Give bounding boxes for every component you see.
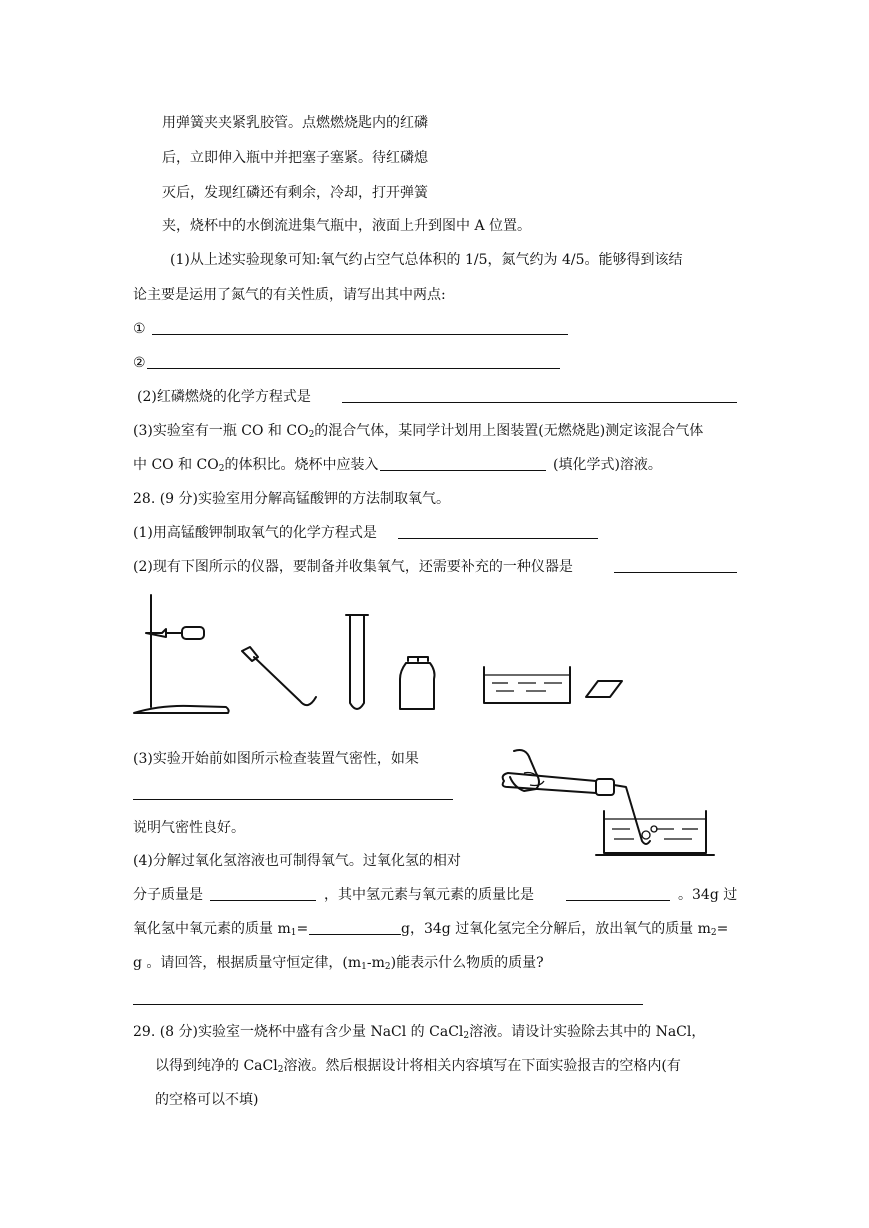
mass-ratio-blank[interactable] bbox=[566, 900, 670, 901]
q29-line1: 29. (8 分)实验室一烧杯中盛有含少量 NaCl 的 CaCl$_2$溶液。请设计实验除去其中的 NaCl， bbox=[133, 1024, 706, 1041]
q28-part3: (3)实验开始前如图所示检查装置气密性，如果 bbox=[133, 751, 419, 767]
q28-part4-line1: (4)分解过氧化氢溶液也可制得氧气。过氧化氢的相对 bbox=[133, 853, 461, 869]
airtightness-blank[interactable] bbox=[133, 799, 453, 800]
combustion-spoon-icon bbox=[242, 647, 316, 705]
q27-part2: (2)红磷燃烧的化学方程式是 bbox=[137, 389, 311, 405]
mass-difference-blank[interactable] bbox=[133, 1004, 643, 1005]
test-tube-with-stopper-icon bbox=[503, 773, 650, 844]
q28-part4-line4: g 。请回答，根据质量守恒定律，$(m_1-m_2)$能表示什么物质的质量? bbox=[133, 955, 544, 972]
q28-part4-line2-b: ，其中氢元素与氧元素的质量比是 bbox=[324, 887, 534, 903]
q27-part3-line1: (3)实验室有一瓶 CO 和 $CO_2$的混合气体，某同学计划用上图装置(无燃烧匙)测定该混合气体 bbox=[133, 423, 704, 440]
intro-line-4: 夹，烧杯中的水倒流进集气瓶中，液面上升到图中 A 位置。 bbox=[162, 218, 532, 234]
airtightness-check-figure bbox=[496, 743, 720, 863]
hand-icon bbox=[510, 750, 544, 791]
solution-formula-blank[interactable] bbox=[380, 470, 546, 471]
q29-line2: 以得到纯净的 CaCl$_2$溶液。然后根据设计将相关内容填写在下面实验报吉的空格内(有 bbox=[155, 1058, 681, 1075]
intro-line-3: 灭后，发现红磷还有剩余，冷却，打开弹簧 bbox=[162, 185, 428, 201]
answer-blank-1[interactable] bbox=[152, 334, 568, 335]
molecular-mass-blank[interactable] bbox=[210, 900, 316, 901]
q29-line3: 的空格可以不填) bbox=[155, 1092, 259, 1108]
intro-line-2: 后，立即伸入瓶中并把塞子塞紧。待红磷熄 bbox=[162, 150, 428, 166]
q27-part1-line2: 论主要是运用了氮气的有关性质，请写出其中两点: bbox=[133, 287, 446, 303]
beaker-with-water-icon bbox=[596, 811, 714, 855]
oxygen-mass-m1-blank[interactable] bbox=[309, 934, 401, 935]
iron-stand-icon bbox=[134, 595, 229, 713]
q27-mark-1: ① bbox=[133, 321, 146, 337]
water-trough-icon bbox=[484, 667, 570, 703]
q28-title: 28. (9 分)实验室用分解高锰酸钾的方法制取氧气。 bbox=[133, 491, 450, 507]
q28-part4-line2-c: 。34g 过 bbox=[678, 887, 738, 903]
q28-part1: (1)用高锰酸钾制取氧气的化学方程式是 bbox=[133, 525, 377, 541]
answer-blank-2[interactable] bbox=[147, 368, 560, 369]
q28-part2: (2)现有下图所示的仪器，要制备并收集氧气，还需要补充的一种仪器是 bbox=[133, 559, 573, 575]
instrument-blank[interactable] bbox=[614, 572, 737, 573]
test-tube-icon bbox=[346, 615, 368, 709]
kmno4-equation-blank[interactable] bbox=[398, 538, 598, 539]
equation-blank[interactable] bbox=[342, 402, 737, 403]
q28-part4-line3-a: 氧化氢中氧元素的质量 $m_1=$ bbox=[133, 921, 309, 938]
q28-part3-tail: 说明气密性良好。 bbox=[133, 820, 245, 836]
q27-mark-2: ② bbox=[133, 355, 146, 371]
intro-line-1: 用弹簧夹夹紧乳胶管。点燃燃烧匙内的红磷 bbox=[162, 115, 428, 131]
lab-apparatus-figure bbox=[130, 585, 660, 735]
q27-part3-line2: 中 CO 和 $CO_2$的体积比。烧杯中应装入 bbox=[133, 457, 379, 474]
q28-part4-line2-a: 分子质量是 bbox=[133, 887, 203, 903]
q27-part3-line2-tail: (填化学式)溶液。 bbox=[553, 457, 662, 473]
q28-part4-line3-c: g，34g 过氧化氢完全分解后，放出氧气的质量 $m_2=$ bbox=[401, 921, 729, 938]
q27-part1-line1: (1)从上述实验现象可知:氧气约占空气总体积的 1/5，氮气约为 4/5。能够得到该结 bbox=[170, 252, 683, 268]
gas-bottle-icon bbox=[400, 657, 435, 709]
glass-plate-icon bbox=[586, 681, 622, 697]
